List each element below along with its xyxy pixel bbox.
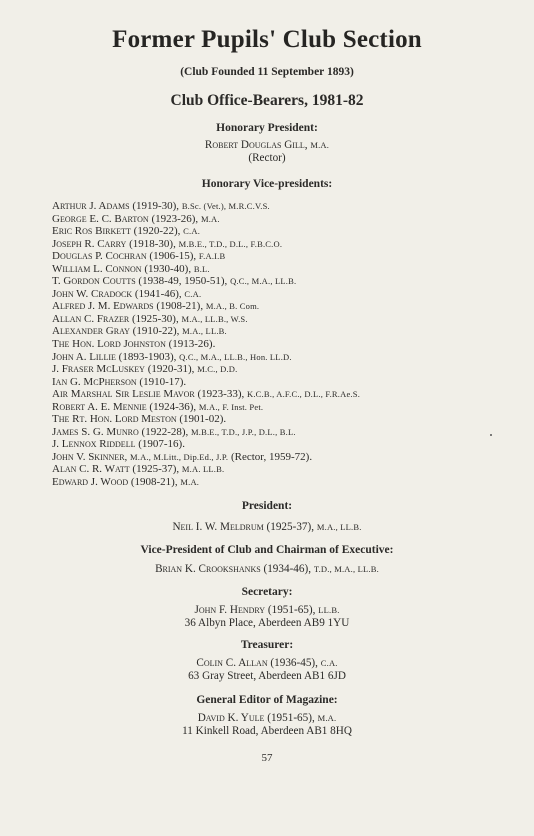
honorary-president-heading: Honorary President: [216, 122, 318, 134]
vice-president-item [52, 325, 492, 338]
vice-president-item [52, 338, 492, 351]
president-degrees: M.A., LL.B. [316, 522, 362, 532]
vice-president-degrees: M.A., F. Inst. Pet. [198, 401, 264, 412]
vice-president-name: James S. G. Munro [52, 425, 139, 438]
vice-president-name: Eric Ros Birkett [52, 225, 131, 238]
vice-president-degrees: M.A. [200, 213, 220, 224]
vice-president-years: (1938-49, 1950-51), [138, 275, 228, 288]
editor-years: (1951-65), [267, 712, 315, 724]
vice-president-item [52, 288, 492, 301]
editor-degrees: M.A. [317, 713, 337, 723]
vice-president-degrees: C.A. [184, 288, 202, 299]
page-number: 57 [261, 752, 273, 764]
vice-president-degrees: F.A.I.B [198, 251, 226, 262]
vice-president-name: Douglas P. Cochran [52, 250, 147, 263]
honorary-president-line [0, 139, 534, 152]
vice-president-name: George E. C. Barton [52, 212, 149, 225]
vice-president-name: Robert A. E. Mennie [52, 400, 147, 413]
vice-president-item [52, 263, 492, 276]
vice-president-degrees: M.A., LL.B., W.S. [181, 313, 248, 324]
vice-president-degrees: M.A. [180, 477, 200, 488]
vice-president-item [52, 238, 492, 251]
secretary-name: John F. Hendry [194, 604, 266, 616]
vice-president-degrees: Q.C., M.A., LL.B., Hon. LL.D. [179, 351, 292, 362]
editor-section [0, 693, 534, 738]
editor-line [0, 712, 534, 725]
vice-president-degrees: Q.C., M.A., LL.B. [230, 276, 297, 287]
vice-president-years: (1941-46), [134, 287, 182, 300]
vice-president-item [52, 300, 492, 313]
vice-president-years: (1925-30), [131, 312, 179, 325]
vice-president-years: (1893-1903), [118, 350, 177, 363]
vice-president-years: (1901-02). [179, 413, 227, 426]
vice-president-item [52, 275, 492, 288]
vice-president-years: (1925-37), [132, 463, 180, 476]
vice-president-degrees: K.C.B., A.F.C., D.L., F.R.Ae.S. [247, 389, 361, 400]
page-title: Former Pupils' Club Section [112, 26, 422, 53]
vice-president-name: Air Marshal Sir Leslie Mavor [52, 388, 195, 401]
vice-president-item [52, 476, 492, 489]
treasurer-years: (1936-45), [270, 657, 318, 669]
president-heading: President: [241, 500, 293, 512]
vice-president-name: J. Fraser McLuskey [52, 363, 145, 376]
vice-president-years: (1906-15), [149, 250, 197, 263]
vice-president-years: (1910-17). [139, 375, 187, 388]
vice-president-name: Allan C. Frazer [52, 312, 130, 325]
vice-president-years: (1920-31), [147, 363, 195, 376]
honorary-president-degrees: M.A. [310, 140, 330, 150]
vice-president-name: Joseph R. Carry [52, 237, 127, 250]
vice-president-item [52, 451, 492, 464]
secretary-years: (1951-65), [267, 604, 316, 616]
vice-presidents-list [52, 200, 492, 489]
president-years: (1925-37), [266, 521, 315, 533]
treasurer-line [0, 657, 534, 670]
vice-president-note: (Rector, 1959-72). [230, 450, 313, 463]
vice-president-heading: Vice-President of Club and Chairman of Executive: [140, 544, 394, 556]
vice-president-degrees: M.A., B. Com. [205, 301, 260, 312]
treasurer-heading: Treasurer: [240, 639, 294, 651]
vice-president-item [52, 413, 492, 426]
secretary-section [0, 585, 534, 630]
vice-president-item [52, 351, 492, 364]
vice-president-item [52, 200, 492, 213]
vice-president-degrees: M.B.E., T.D., J.P., D.L., B.L. [191, 426, 296, 437]
editor-heading: General Editor of Magazine: [196, 694, 338, 706]
vice-president-line [0, 563, 534, 576]
vice-president-years: (1930-40), [144, 262, 192, 275]
editor-address: 11 Kinkell Road, Aberdeen AB1 8HQ [182, 725, 352, 737]
vice-president-item [52, 250, 492, 263]
president-name: Neil I. W. Meldrum [172, 521, 264, 533]
vice-president-years: (1923-26), [151, 212, 199, 225]
vice-president-name: J. Lennox Riddell [52, 438, 136, 451]
vice-president-name: The Hon. Lord Johnston [52, 338, 166, 351]
vice-president-item [52, 313, 492, 326]
vice-president-years: (1924-36), [149, 400, 197, 413]
president-line [0, 521, 534, 534]
secretary-heading: Secretary: [241, 586, 293, 598]
vice-president-years: (1934-46), [263, 563, 312, 575]
club-founded-subtitle: (Club Founded 11 September 1893) [180, 66, 354, 78]
vice-president-name: Alexander Gray [52, 325, 130, 338]
vice-president-section [0, 543, 534, 576]
vice-president-name: John V. Skinner, [52, 450, 128, 463]
editor-name: David K. Yule [197, 712, 265, 724]
paper-speck [490, 434, 492, 436]
vice-president-item [52, 225, 492, 238]
vice-president-name: Ian G. McPherson [52, 375, 137, 388]
vice-president-years: (1907-16). [138, 438, 185, 451]
honorary-vice-presidents-section [0, 177, 534, 191]
vice-president-item [52, 426, 492, 439]
vice-president-degrees: M.A., M.Litt., Dip.Ed., J.P. [130, 451, 229, 462]
vice-president-name: John A. Lillie [52, 350, 116, 363]
vice-president-name: Edward J. Wood [52, 476, 129, 489]
secretary-line [0, 604, 534, 617]
vice-president-item [52, 388, 492, 401]
secretary-address: 36 Albyn Place, Aberdeen AB9 1YU [184, 617, 350, 629]
vice-president-name: Alan C. R. Watt [52, 463, 130, 476]
vice-president-name: John W. Cradock [52, 287, 133, 300]
president-section [0, 499, 534, 534]
vice-president-degrees: M.A. LL.B. [181, 464, 225, 475]
vice-president-years: (1910-22), [132, 325, 180, 338]
honorary-president-name: Robert Douglas Gill, [204, 139, 308, 151]
vice-president-degrees: M.A., LL.B. [182, 326, 227, 337]
secretary-degrees: LL.B. [318, 605, 340, 615]
vice-president-degrees: B.L. [193, 263, 210, 274]
vice-president-degrees: M.C., D.D. [197, 364, 238, 375]
vice-president-name: Arthur J. Adams [52, 200, 130, 212]
vice-president-years: (1923-33), [197, 388, 245, 401]
vice-president-item [52, 463, 492, 476]
vice-president-degrees: M.B.E., T.D., D.L., F.B.C.O. [178, 238, 283, 249]
vice-president-years: (1918-30), [129, 237, 176, 250]
vice-president-name: William L. Connon [52, 262, 142, 275]
vice-president-years: (1922-28), [141, 425, 189, 438]
vice-president-degrees: B.Sc. (Vet.), M.R.C.V.S. [181, 201, 270, 211]
vice-president-item [52, 363, 492, 376]
vice-president-item [52, 438, 492, 451]
vice-president-name: Brian K. Crookshanks [155, 563, 261, 575]
treasurer-name: Colin C. Allan [196, 657, 268, 669]
vice-president-item [52, 376, 492, 389]
honorary-president-section [0, 121, 534, 165]
vice-president-years: (1913-26). [168, 338, 216, 351]
vice-president-name: Alfred J. M. Edwards [52, 300, 154, 313]
vice-president-name: T. Gordon Coutts [52, 275, 136, 288]
vice-president-degrees: C.A. [183, 226, 201, 237]
vice-president-degrees: T.D., M.A., LL.B. [313, 564, 379, 574]
honorary-president-note: (Rector) [248, 152, 286, 164]
treasurer-address: 63 Gray Street, Aberdeen AB1 6JD [188, 670, 346, 682]
vice-president-name: The Rt. Hon. Lord Meston [52, 413, 177, 426]
treasurer-degrees: C.A. [320, 658, 338, 668]
vice-president-item [52, 213, 492, 226]
vice-president-years: (1908-21), [130, 476, 178, 489]
vice-president-years: (1919-30), [132, 200, 180, 212]
vice-president-years: (1920-22), [133, 225, 181, 238]
vice-president-item [52, 401, 492, 414]
office-bearers-heading: Club Office-Bearers, 1981-82 [170, 92, 364, 109]
honorary-vice-presidents-heading: Honorary Vice-presidents: [201, 178, 333, 190]
vice-president-years: (1908-21), [156, 300, 204, 313]
treasurer-section [0, 638, 534, 683]
